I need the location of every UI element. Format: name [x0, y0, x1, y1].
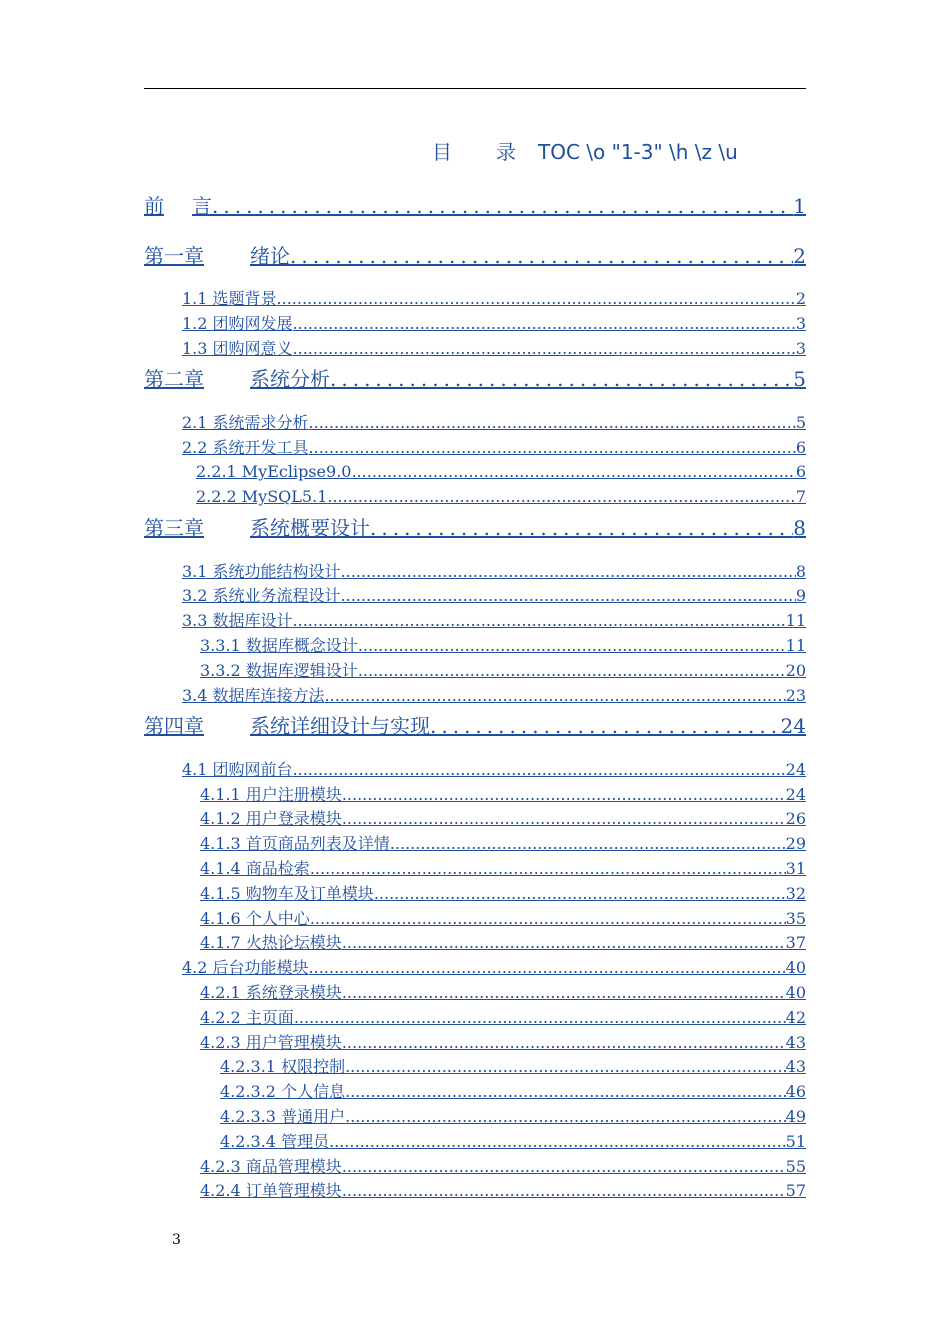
toc-entry-page: 24	[780, 714, 806, 739]
chapter-title: 言	[192, 194, 212, 218]
toc-entry-page: 26	[785, 809, 806, 829]
dot-leader	[212, 188, 793, 224]
toc-entry[interactable]	[196, 460, 806, 485]
toc-entry-label: 4.1.3 首页商品列表及详情	[200, 834, 390, 854]
toc-entry-label: 4.1.4 商品检索	[200, 859, 310, 879]
toc-title-char-1: 目	[432, 140, 452, 164]
toc-entry-label: 4.2.3.3 普通用户	[220, 1107, 346, 1127]
toc-entry[interactable]	[144, 510, 806, 560]
toc-entry[interactable]	[220, 1055, 806, 1080]
toc-entry-page: 57	[785, 1181, 806, 1201]
toc-entry[interactable]	[144, 708, 806, 758]
dot-leader	[310, 907, 786, 931]
toc-entry[interactable]	[220, 1080, 806, 1105]
toc-entry-page: 8	[795, 561, 806, 581]
toc-entry-label: 1.3 团购网意义	[182, 338, 293, 358]
toc-entry-page: 42	[785, 1007, 806, 1027]
dot-leader	[342, 931, 786, 955]
toc-entry-label: 4.2.4 订单管理模块	[200, 1181, 342, 1201]
toc-entry-page: 3	[795, 313, 806, 333]
toc-entry[interactable]	[200, 634, 806, 659]
toc-entry-page: 2	[795, 289, 806, 308]
toc-entry[interactable]	[182, 560, 806, 585]
toc-entry-label: 4.1 团购网前台	[182, 759, 293, 779]
toc-entry-label: 1.1 选题背景	[182, 289, 277, 308]
toc-entry-label: 4.2.3.4 管理员	[220, 1131, 330, 1151]
toc-entry-page: 40	[785, 983, 806, 1003]
toc-entry[interactable]	[200, 857, 806, 882]
toc-entry-page: 37	[785, 933, 806, 953]
toc-entry-page: 11	[785, 635, 806, 655]
dot-leader	[290, 238, 793, 274]
toc-entry-label: 4.2.2 主页面	[200, 1007, 294, 1027]
dot-leader	[294, 1006, 786, 1030]
footer-page-number: 3	[172, 1232, 181, 1248]
toc-entry-label: 4.2 后台功能模块	[182, 958, 309, 978]
toc-entry-page: 20	[785, 660, 806, 680]
dot-leader	[329, 1130, 786, 1154]
toc-entry[interactable]	[182, 337, 806, 362]
dot-leader	[293, 337, 796, 361]
toc-entry[interactable]	[182, 684, 806, 709]
chapter-number: 第二章	[144, 367, 204, 392]
chapter-number: 第四章	[144, 714, 204, 739]
toc-entry[interactable]	[200, 1031, 806, 1056]
toc-entry-page: 46	[785, 1082, 806, 1102]
toc-entry-label: 4.2.3 用户管理模块	[200, 1032, 342, 1052]
dot-leader	[342, 807, 786, 831]
dot-leader	[277, 287, 796, 311]
toc-entry[interactable]	[200, 659, 806, 684]
toc-entry-page: 49	[785, 1107, 806, 1127]
toc-entry-page: 24	[785, 759, 806, 779]
toc-entry-label	[144, 708, 430, 744]
dot-leader	[430, 708, 781, 744]
dot-leader	[309, 436, 796, 460]
chapter-title: 绪论	[250, 243, 290, 268]
dot-leader	[293, 758, 786, 782]
toc-entry[interactable]	[182, 411, 806, 436]
toc-entry-page: 6	[795, 437, 806, 457]
toc-entry-page: 5	[795, 412, 806, 432]
toc-entry-page: 5	[793, 367, 806, 392]
toc-entry[interactable]	[144, 188, 806, 238]
toc-entry[interactable]	[182, 758, 806, 783]
toc-entry-label: 4.2.3 商品管理模块	[200, 1156, 342, 1176]
toc-entry-page: 9	[795, 586, 806, 606]
table-of-contents	[144, 188, 806, 1204]
toc-entry-label: 4.1.5 购物车及订单模块	[200, 883, 374, 903]
chapter-title: 系统分析	[250, 367, 330, 392]
toc-entry[interactable]	[182, 436, 806, 461]
dot-leader	[342, 783, 786, 807]
toc-title-char-2: 录	[496, 140, 516, 164]
toc-field-code: TOC \o "1-3" \h \z \u	[538, 140, 738, 164]
chapter-title: 系统详细设计与实现	[250, 714, 430, 739]
dot-leader	[342, 1155, 786, 1179]
toc-entry-label: 2.2 系统开发工具	[182, 437, 309, 457]
chapter-number: 第三章	[144, 516, 204, 541]
toc-entry[interactable]	[182, 584, 806, 609]
dot-leader	[310, 857, 786, 881]
dot-leader	[345, 1055, 786, 1079]
dot-leader	[345, 1080, 786, 1104]
toc-entry[interactable]	[144, 361, 806, 411]
toc-entry[interactable]	[220, 1105, 806, 1130]
toc-entry-page: 23	[785, 685, 806, 705]
dot-leader	[342, 1031, 786, 1055]
dot-leader	[370, 510, 793, 546]
toc-entry-label: 3.2 系统业务流程设计	[182, 586, 341, 606]
toc-entry-page: 40	[785, 958, 806, 978]
toc-entry-label: 1.2 团购网发展	[182, 313, 293, 333]
dot-leader	[351, 460, 795, 484]
toc-entry-label	[144, 188, 212, 224]
dot-leader	[293, 312, 796, 336]
dot-leader	[358, 659, 786, 683]
toc-entry-page: 31	[785, 859, 806, 879]
chapter-title: 系统概要设计	[250, 516, 370, 541]
toc-entry[interactable]	[182, 312, 806, 337]
toc-entry-page: 2	[793, 243, 806, 268]
toc-entry-page: 7	[795, 487, 806, 507]
toc-entry[interactable]	[200, 1179, 806, 1204]
dot-leader	[325, 684, 786, 708]
toc-title	[432, 136, 738, 165]
toc-entry[interactable]	[196, 485, 806, 510]
toc-entry-label: 3.1 系统功能结构设计	[182, 561, 341, 581]
chapter-number: 前	[144, 194, 164, 218]
dot-leader	[309, 956, 786, 980]
toc-entry-label: 3.4 数据库连接方法	[182, 685, 325, 705]
toc-entry-page: 43	[785, 1057, 806, 1077]
toc-entry-label: 3.3.2 数据库逻辑设计	[200, 660, 358, 680]
toc-entry[interactable]	[200, 1006, 806, 1031]
dot-leader	[374, 882, 786, 906]
dot-leader	[358, 634, 786, 658]
toc-entry[interactable]	[144, 238, 806, 288]
toc-entry-page: 3	[795, 338, 806, 358]
toc-entry-label: 4.1.7 火热论坛模块	[200, 933, 342, 953]
toc-entry-page: 24	[785, 784, 806, 804]
toc-entry-page: 35	[785, 908, 806, 928]
toc-entry-page: 11	[785, 611, 806, 631]
toc-entry[interactable]	[200, 931, 806, 956]
toc-entry-page: 32	[785, 883, 806, 903]
toc-entry-label: 3.3.1 数据库概念设计	[200, 635, 358, 655]
toc-entry[interactable]	[200, 807, 806, 832]
toc-entry-page: 8	[793, 516, 806, 541]
toc-entry-label: 2.2.1 MyEclipse9.0	[196, 462, 352, 482]
toc-entry-label: 4.2.3.1 权限控制	[220, 1057, 346, 1077]
dot-leader	[342, 1179, 786, 1203]
toc-entry-page: 1	[793, 194, 806, 218]
toc-entry[interactable]	[200, 981, 806, 1006]
toc-entry-label	[144, 238, 290, 274]
toc-entry-label: 4.2.3.2 个人信息	[220, 1082, 346, 1102]
toc-entry-label: 4.2.1 系统登录模块	[200, 983, 342, 1003]
dot-leader	[293, 609, 786, 633]
toc-entry-label: 4.1.6 个人中心	[200, 908, 310, 928]
toc-entry[interactable]	[200, 907, 806, 932]
dot-leader	[342, 981, 786, 1005]
toc-entry-label: 4.1.2 用户登录模块	[200, 809, 342, 829]
toc-entry[interactable]	[200, 1155, 806, 1180]
toc-entry-label	[144, 510, 370, 546]
toc-entry[interactable]	[220, 1130, 806, 1155]
dot-leader	[390, 832, 786, 856]
dot-leader	[309, 411, 796, 435]
chapter-number: 第一章	[144, 243, 204, 268]
toc-entry-page: 6	[795, 462, 806, 482]
dot-leader	[341, 560, 796, 584]
toc-entry-page: 51	[785, 1131, 806, 1151]
toc-entry-label: 2.2.2 MySQL5.1	[196, 487, 328, 507]
dot-leader	[345, 1105, 786, 1129]
toc-entry-label: 3.3 数据库设计	[182, 611, 293, 631]
toc-entry[interactable]	[182, 956, 806, 981]
toc-entry[interactable]	[200, 783, 806, 808]
toc-entry-label: 2.1 系统需求分析	[182, 412, 309, 432]
toc-entry[interactable]	[200, 832, 806, 857]
dot-leader	[330, 361, 793, 397]
dot-leader	[341, 584, 796, 608]
toc-entry-page: 55	[785, 1156, 806, 1176]
toc-entry-page: 29	[785, 834, 806, 854]
toc-entry[interactable]	[200, 882, 806, 907]
toc-entry-label	[144, 361, 330, 397]
header-rule	[144, 88, 806, 89]
toc-entry-page: 43	[785, 1032, 806, 1052]
toc-entry[interactable]	[182, 287, 806, 312]
toc-entry[interactable]	[182, 609, 806, 634]
dot-leader	[327, 485, 795, 509]
toc-entry-label: 4.1.1 用户注册模块	[200, 784, 342, 804]
